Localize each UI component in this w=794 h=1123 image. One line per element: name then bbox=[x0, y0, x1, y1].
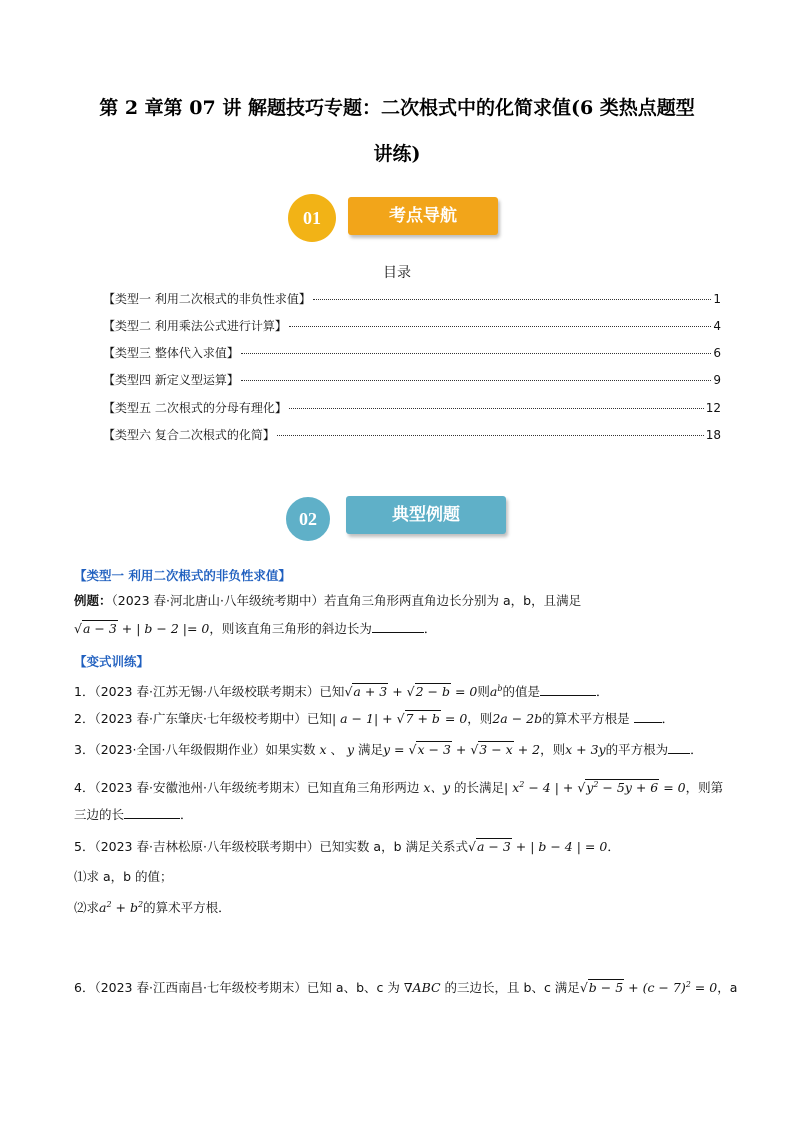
answer-blank[interactable] bbox=[540, 683, 596, 696]
q4-mid: 的长满足 bbox=[454, 780, 505, 796]
q5-formula: √a − 3 + | b − 4 | = 0 bbox=[467, 839, 608, 854]
q6-end: ，a bbox=[717, 980, 738, 996]
example-line bbox=[74, 592, 581, 610]
section-badge-examples bbox=[284, 492, 510, 544]
toc-leader bbox=[241, 380, 712, 381]
toc-item-label: 【类型五 二次根式的分母有理化】 bbox=[103, 401, 287, 415]
q6-mid: 的三边长，且 b、c 满足 bbox=[444, 980, 580, 996]
toc-heading: 目录 bbox=[383, 265, 411, 281]
section-badge-nav bbox=[288, 192, 510, 244]
example-label: 例题： bbox=[74, 593, 112, 608]
q1-source: 1．（2023 春·江苏无锡·八年级校联考期末）已知 bbox=[74, 684, 345, 700]
toc-item[interactable] bbox=[103, 426, 721, 443]
toc-leader bbox=[241, 353, 712, 354]
q1-end: 的值是 bbox=[502, 684, 540, 700]
toc-item-page: 9 bbox=[713, 373, 721, 387]
toc-item-label: 【类型一 利用二次根式的非负性求值】 bbox=[103, 292, 311, 306]
example-line-2: √a − 3 + | b − 2 |= 0，则该直角三角形的斜边长为 ． bbox=[74, 621, 437, 636]
toc-item-label: 【类型四 新定义型运算】 bbox=[103, 373, 239, 387]
q2-expr: 2a − 2b bbox=[492, 711, 543, 726]
q3-expr: x + 3y bbox=[565, 742, 606, 757]
q4-source: 4．（2023 春·安徽池州·八年级统考期末）已知直角三角形两边 bbox=[74, 780, 420, 796]
toc-item-page: 12 bbox=[705, 401, 721, 415]
answer-blank[interactable] bbox=[124, 806, 180, 819]
q4-formula: | $x^2 - 4$ | + $√y^2 - 5y + 6 = 0$ bbox=[504, 780, 686, 796]
example-formula: √a − 3 + | b − 2 |= 0 bbox=[74, 621, 210, 636]
toc-leader bbox=[289, 326, 712, 327]
q1-tail: 则 bbox=[477, 684, 490, 700]
toc-item-page: 6 bbox=[713, 346, 721, 360]
toc-leader bbox=[313, 299, 712, 300]
q6-source: 6．（2023 春·江西南昌·七年级校考期末）已知 a、b、c 为 bbox=[74, 980, 400, 996]
toc-item[interactable] bbox=[103, 290, 721, 307]
q5-sub2-b: 的算术平方根． bbox=[143, 900, 231, 916]
q4-end: ，则第 bbox=[685, 780, 724, 796]
toc-item[interactable] bbox=[103, 399, 721, 416]
q2-end: 的算术平方根是 bbox=[542, 711, 630, 726]
question-1: 1．（2023 春·江苏无锡·八年级校联考期末）已知√a + 3 + √2 − b = 0则$a^b$的值是 ． bbox=[74, 684, 609, 700]
question-5-sub2 bbox=[74, 896, 231, 917]
q3-formula: y = √x − 3 + √3 − x + 2 bbox=[383, 742, 541, 757]
page-title-continued: 讲练) bbox=[373, 143, 421, 165]
answer-blank[interactable] bbox=[372, 620, 424, 633]
q2-formula: | a − 1| + √7 + b = 0 bbox=[331, 711, 468, 726]
toc-item-page: 18 bbox=[705, 428, 721, 442]
q4-line2: 三边的长 bbox=[74, 807, 125, 822]
q1-formula: √a + 3 + √2 − b = 0 bbox=[344, 684, 478, 700]
question-3: 3．（2023·全国·八年级假期作业）如果实数 x 、 y 满足y = √x − 3 + √3 − x + 2，则x + 3y的平方根为 ． bbox=[74, 742, 703, 757]
question-6 bbox=[74, 976, 737, 997]
q3-then: ，则 bbox=[540, 742, 566, 757]
toc-item-page: 1 bbox=[713, 292, 721, 306]
q1-expr: $a^b$ bbox=[489, 684, 503, 700]
q5-source: 5．（2023 春·吉林松原·八年级校联考期中）已知实数 a，b 满足关系式 bbox=[74, 839, 468, 854]
q4-vars: x、y bbox=[419, 780, 454, 796]
q6-formula: $√b - 5 + (c - 7)^2 = 0$ bbox=[579, 980, 718, 996]
q5-sub2-a: ⑵求 bbox=[74, 900, 100, 916]
q3-var-y: y bbox=[342, 742, 358, 757]
q5-expr: $a^2 + b^2$ bbox=[99, 900, 144, 916]
q6-triangle: ∇ABC bbox=[399, 980, 445, 996]
toc-item-label: 【类型三 整体代入求值】 bbox=[103, 346, 239, 360]
question-4 bbox=[74, 776, 723, 797]
q3-var-x: x bbox=[315, 742, 331, 757]
example-text: （2023 春·河北唐山·八年级统考期中）若直角三角形两直角边长分别为 a，b，且满足 bbox=[111, 593, 582, 608]
section-badge-label: 典型例题 bbox=[346, 496, 506, 534]
toc-item[interactable] bbox=[103, 317, 721, 334]
answer-blank[interactable] bbox=[634, 710, 662, 723]
toc-item[interactable] bbox=[103, 344, 721, 361]
question-4-cont: 三边的长 ． bbox=[74, 807, 193, 822]
variant-heading: 【变式训练】 bbox=[74, 654, 150, 669]
question-2: 2．（2023 春·广东肇庆·七年级校考期中）已知| a − 1| + √7 + b = 0，则2a − 2b的算术平方根是 ． bbox=[74, 711, 675, 726]
toc-leader bbox=[289, 408, 704, 409]
type1-heading: 【类型一 利用二次根式的非负性求值】 bbox=[74, 568, 291, 583]
toc-item-label: 【类型六 复合二次根式的化简】 bbox=[103, 428, 275, 442]
q2-source: 2．（2023 春·广东肇庆·七年级校考期中）已知 bbox=[74, 711, 332, 726]
question-5: 5．（2023 春·吉林松原·八年级校联考期中）已知实数 a，b 满足关系式√a − 3 + | b − 4 | = 0． bbox=[74, 839, 620, 854]
q3-mid: 满足 bbox=[358, 742, 384, 757]
example-cont: ，则该直角三角形的斜边长为 bbox=[209, 621, 372, 636]
toc-item-label: 【类型二 利用乘法公式进行计算】 bbox=[103, 319, 287, 333]
question-5-sub1: ⑴求 a，b 的值； bbox=[74, 869, 173, 884]
answer-blank[interactable] bbox=[668, 741, 690, 754]
page-title: 第 2 章第 07 讲 解题技巧专题：二次根式中的化简求值(6 类热点题型 bbox=[99, 97, 695, 119]
toc-item-page: 4 bbox=[713, 319, 721, 333]
q3-source: 3．（2023·全国·八年级假期作业）如果实数 bbox=[74, 742, 316, 757]
toc-leader bbox=[277, 435, 704, 436]
section-badge-number: 01 bbox=[288, 194, 336, 242]
q3-end: 的平方根为 bbox=[605, 742, 669, 757]
section-badge-number: 02 bbox=[284, 495, 332, 543]
q2-mid: ，则 bbox=[467, 711, 493, 726]
toc-item[interactable] bbox=[103, 371, 721, 388]
section-badge-label: 考点导航 bbox=[348, 197, 498, 235]
